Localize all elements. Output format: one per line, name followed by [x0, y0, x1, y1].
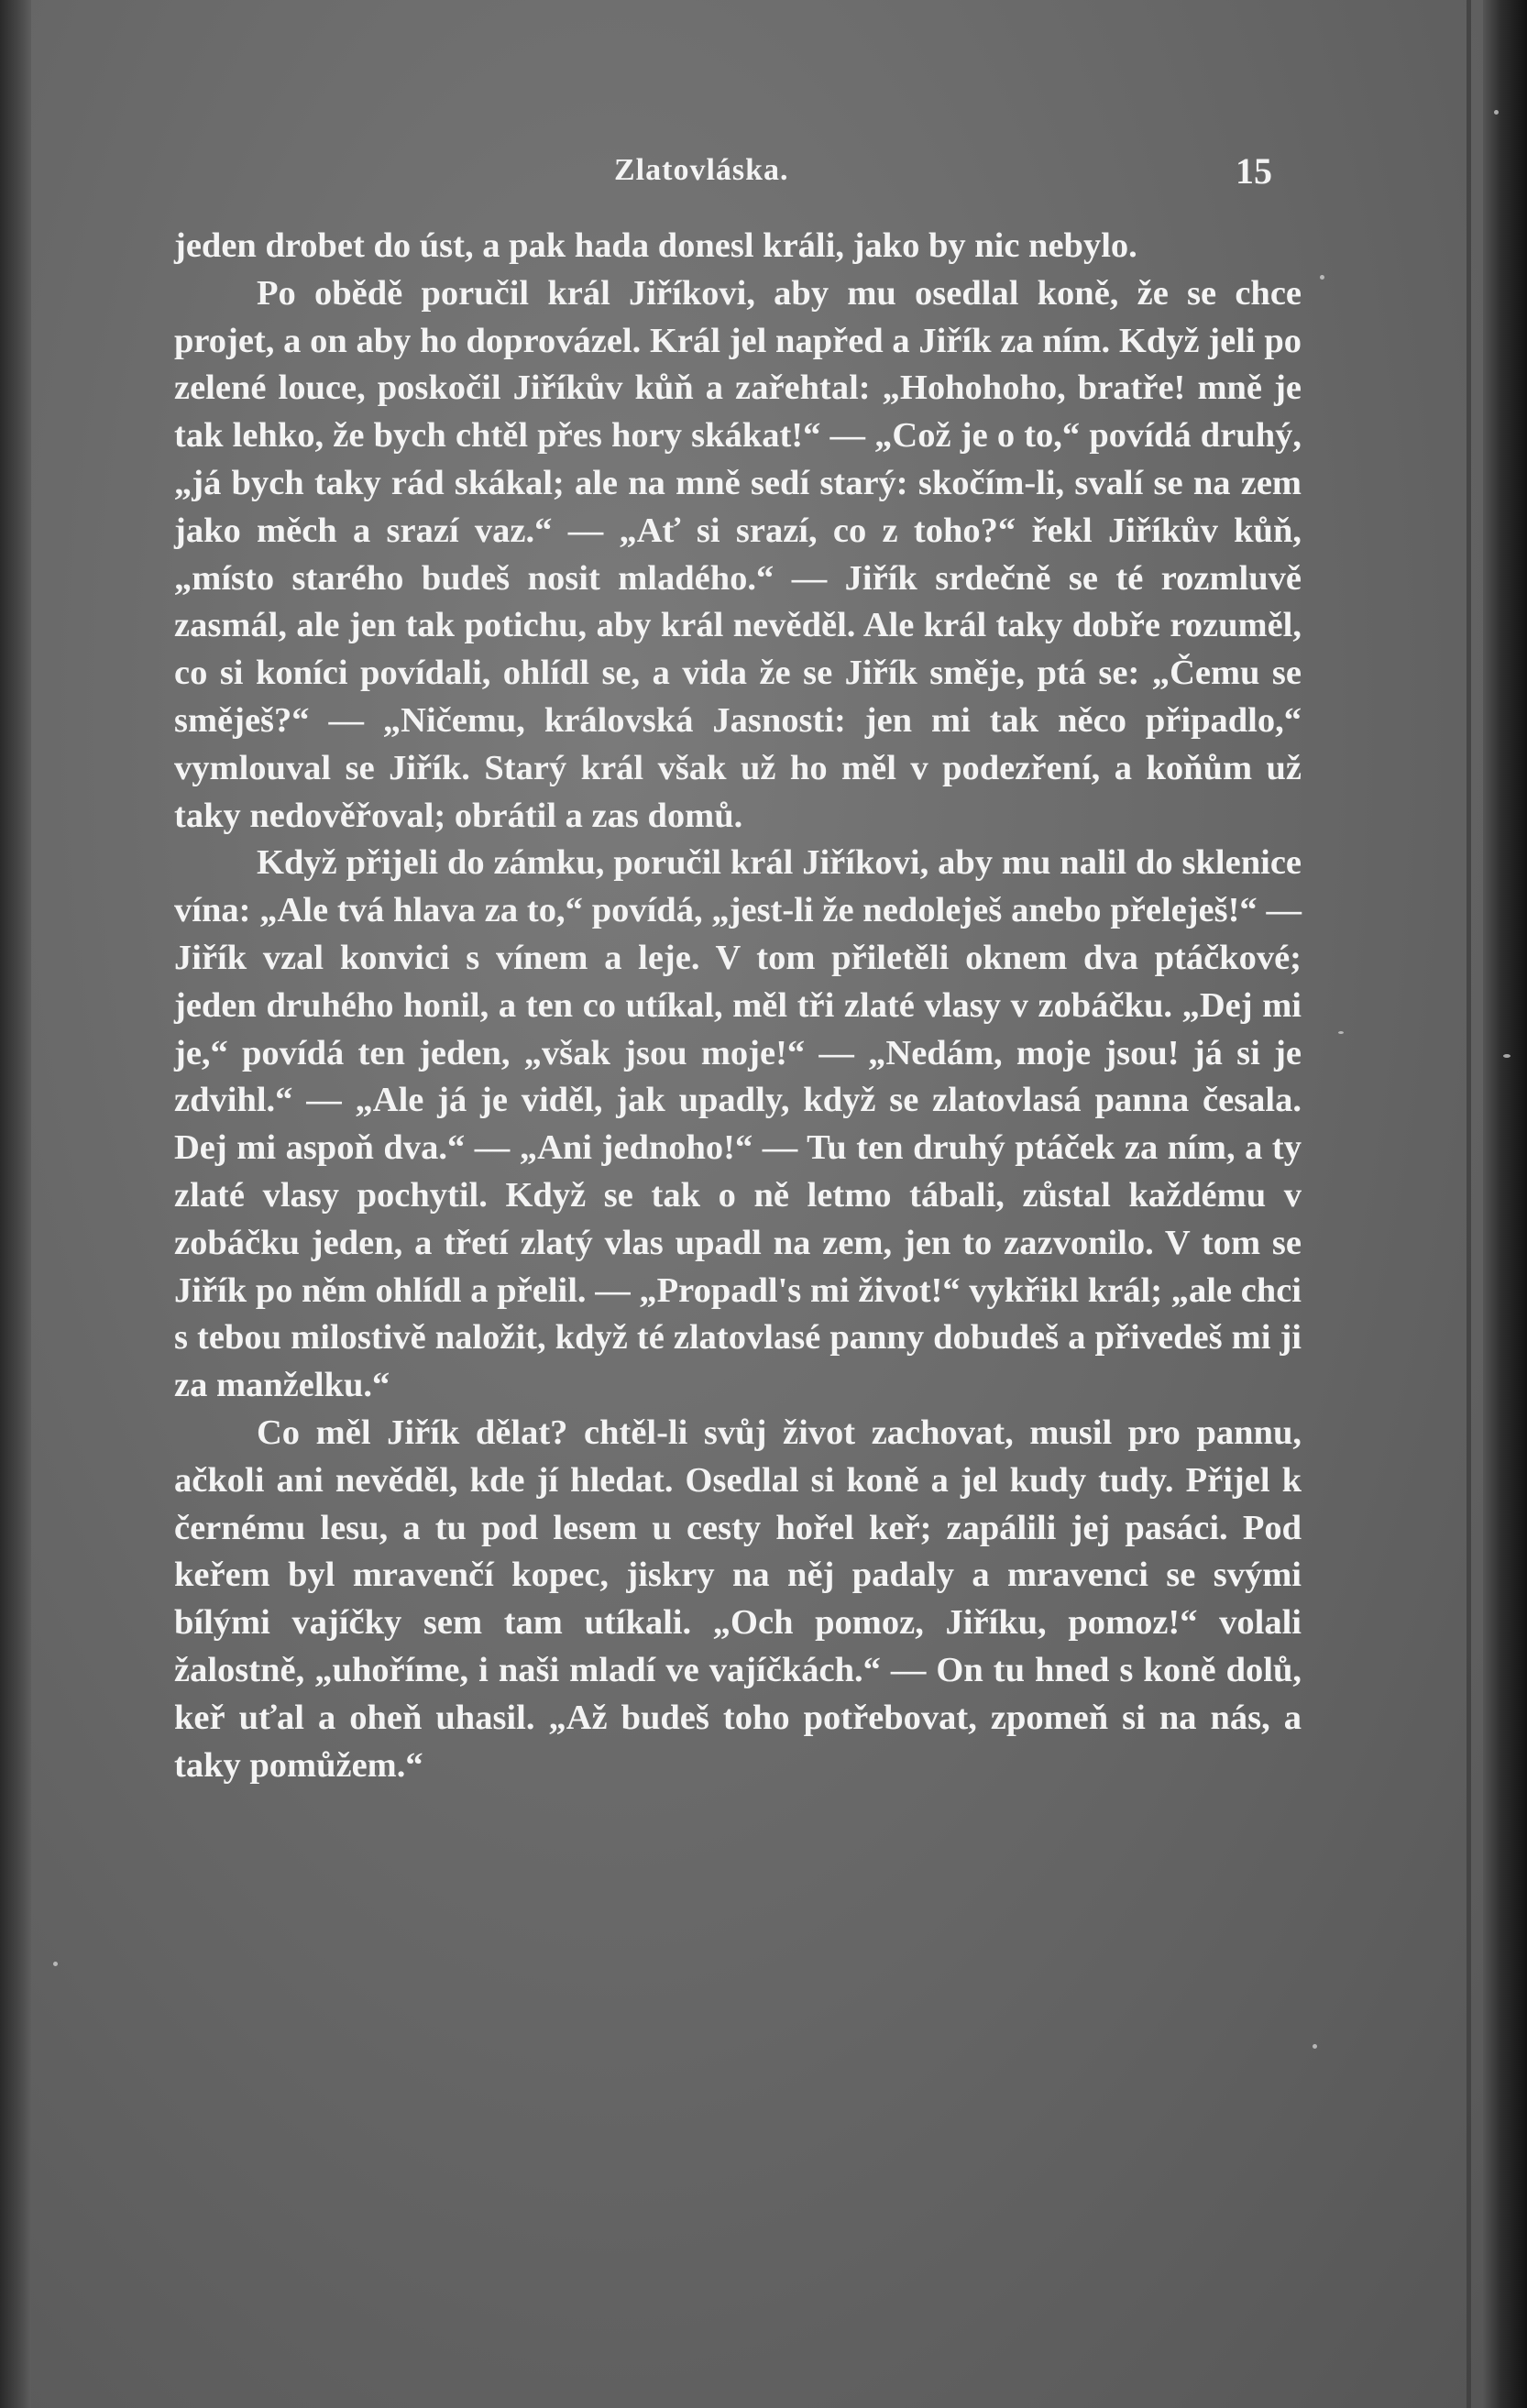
scan-speck	[1313, 2044, 1317, 2049]
page-number: 15	[1236, 150, 1272, 192]
page-edge-left	[0, 0, 31, 2408]
scan-speck	[1494, 110, 1499, 115]
book-page	[174, 142, 1302, 1789]
running-head	[174, 142, 1302, 197]
running-title: Zlatovláska.	[614, 153, 789, 187]
binding-shadow	[1467, 0, 1471, 2408]
paragraph-1: jeden drobet do úst, a pak hada donesl králi, jako by nic nebylo.	[174, 226, 1137, 265]
paragraph-2: Po obědě poručil král Jiříkovi, aby mu osedlal koně, že se chce projet, a on aby ho doprovázel. Král jel napřed a Jiřík za ním. Když jeli po zelené louce, poskočil Jiříkův kůň a zařehtal: „Hohohoho, bratře! mně je tak lehko, že bych chtěl přes hory skákat!“ — „Což je o to,“ povídá druhý, „já bych taky rád skákal; ale na mně sedí starý: skočím-li, svalí se na zem jako měch a srazí vaz.“ — „Ať si srazí, co z toho?“ řekl Jiříkův kůň, „místo starého budeš nosit mladého.“ — Jiřík srdečně se té rozmluvě zasmál, ale jen tak potichu, aby král nevěděl. Ale král taky dobře rozuměl, co si koníci povídali, ohlídl se, a vida že se Jiřík směje, ptá se: „Čemu se směješ?“ — „Ničemu, královská Jasnosti: jen mi tak něco připadlo,“ vymlouval se Jiřík. Starý král však už ho měl v podezření, a koňům už taky nedověřoval; obrátil a zas domů.	[174, 273, 1302, 835]
scan-speck	[53, 1962, 58, 1966]
paragraph-3: Když přijeli do zámku, poručil král Jiříkovi, aby mu nalil do sklenice vína: „Ale tvá hlava za to,“ povídá, „jest-li že nedoleješ anebo přeleješ!“ — Jiřík vzal konvici s vínem a leje. V tom přiletěli oknem dva ptáčkové; jeden druhého honil, a ten co utíkal, měl tři zlaté vlasy v zobáčku. „Dej mi je,“ povídá ten jeden, „však jsou moje!“ — „Nedám, moje jsou! já si je zdvihl.“ — „Ale já je viděl, jak upadly, když se zlatovlasá panna česala. Dej mi aspoň dva.“ — „Ani jednoho!“ — Tu ten druhý ptáček za ním, a ty zlaté vlasy pochytil. Když se tak o ně letmo tábali, zůstal každému v zobáčku jeden, a třetí zlatý vlas upadl na zem, jen to zazvonilo. V tom se Jiřík po něm ohlídl a přelil. — „Propadl's mi život!“ vykřikl král; „ale chci s tebou milostivě naložit, když té zlatovlasé panny dobudeš a přivedeš mi ji za manželku.“	[174, 843, 1302, 1405]
paragraph-4: Co měl Jiřík dělat? chtěl-li svůj život zachovat, musil pro pannu, ačkoli ani nevěděl, kde jí hledat. Osedlal si koně a jel kudy tudy. Přijel k černému lesu, a tu pod lesem u cesty hořel keř; zapálili jej pasáci. Pod keřem byl mravenčí kopec, jiskry na něj padaly a mravenci se svými bílými vajíčky sem tam utíkali. „Och pomoz, Jiříku, pomoz!“ volali žalostně, „uhoříme, i naši mladí ve vajíčkách.“ — On tu hned s koně dolů, keř uťal a oheň uhasil. „Až budeš toho potřebovat, zpomeň si na nás, a taky pomůžem.“	[174, 1413, 1302, 1785]
scan-speck	[1338, 1031, 1344, 1034]
scan-speck	[1320, 275, 1324, 280]
body-text	[174, 223, 1302, 1789]
page-edge-right	[1483, 0, 1527, 2408]
scan-speck	[1503, 1054, 1511, 1058]
